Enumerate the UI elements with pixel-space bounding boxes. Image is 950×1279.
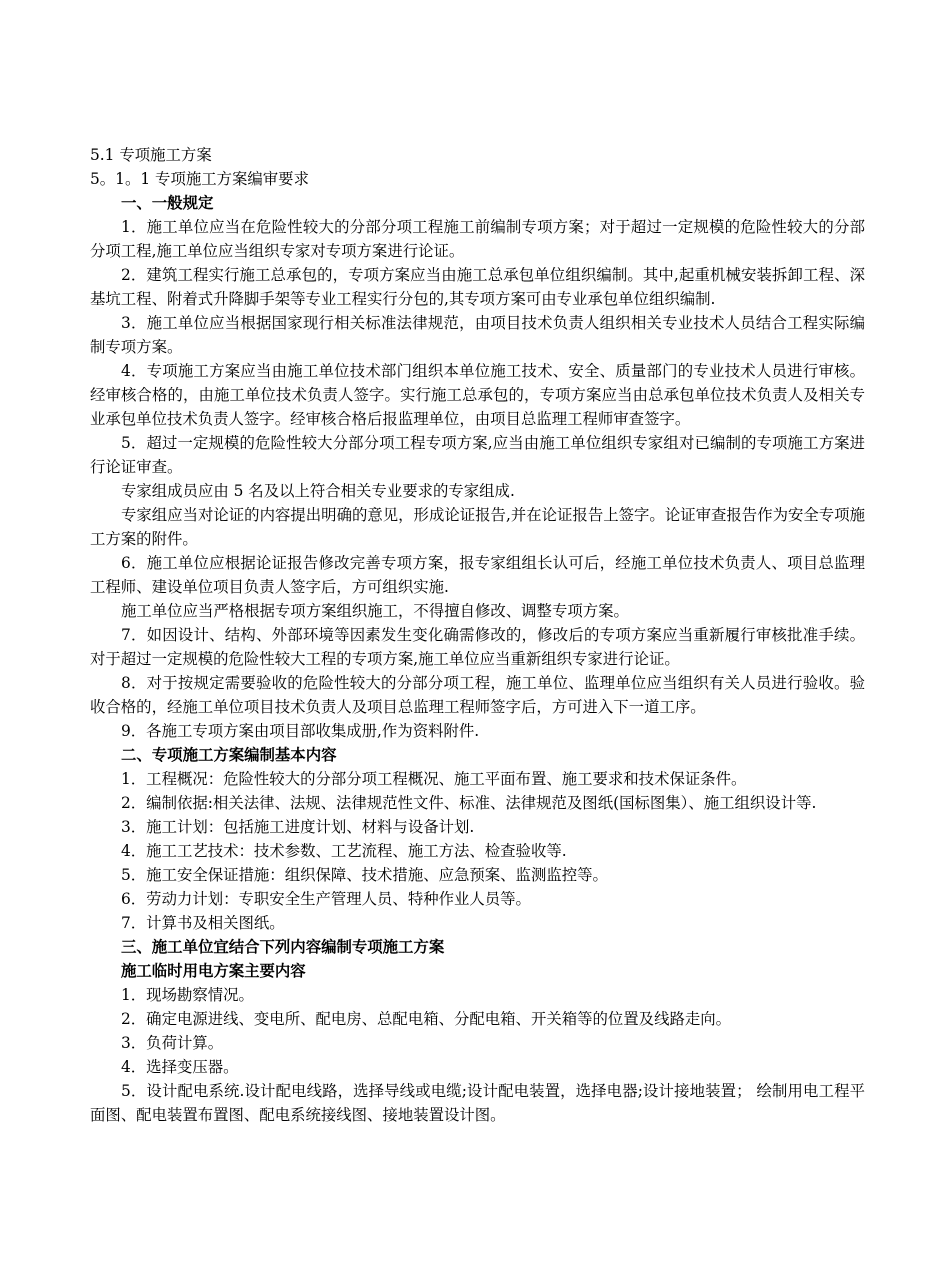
basic-content-5: 5．施工安全保证措施：组织保障、技术措施、应急预案、监测监控等。 bbox=[121, 866, 608, 884]
general-rule-5: 5．超过一定规模的危险性较大分部分项工程专项方案,应当由施工单位组织专家组对已编制的专项施工方案进行论证审查。 bbox=[90, 434, 865, 476]
general-rule-6-note: 施工单位应当严格根据专项方案组织施工，不得擅自修改、调整专项方案。 bbox=[121, 602, 629, 620]
temp-power-4: 4．选择变压器。 bbox=[121, 1058, 239, 1076]
general-rule-5-report: 专家组应当对论证的内容提出明确的意见，形成论证报告,并在论证报告上签字。论证审查报告作为安全专项施工方案的附件。 bbox=[90, 506, 865, 548]
general-rule-3: 3．施工单位应当根据国家现行相关标准法律规范，由项目技术负责人组织相关专业技术人员结合工程实际编制专项方案。 bbox=[90, 314, 865, 356]
basic-content-3: 3．施工计划：包括施工进度计划、材料与设备计划. bbox=[121, 818, 475, 836]
basic-content-4: 4．施工工艺技术：技术参数、工艺流程、施工方法、检查验收等. bbox=[121, 842, 567, 860]
subheading-temp-power: 施工临时用电方案主要内容 bbox=[121, 962, 306, 980]
basic-content-2: 2．编制依据:相关法律、法规、法律规范性文件、标准、法律规范及图纸(国标图集）、施工组织设计等. bbox=[121, 794, 817, 812]
basic-content-6: 6．劳动力计划：专职安全生产管理人员、特种作业人员等。 bbox=[121, 890, 531, 908]
basic-content-7: 7．计算书及相关图纸。 bbox=[121, 914, 285, 932]
general-rule-7: 7．如因设计、结构、外部环境等因素发生变化确需修改的，修改后的专项方案应当重新履行审核批准手续。对于超过一定规模的危险性较大工程的专项方案,施工单位应当重新组织专家进行论证。 bbox=[90, 626, 865, 668]
general-rule-5-members: 专家组成员应由 5 名及以上符合相关专业要求的专家组成. bbox=[121, 482, 515, 500]
general-rule-6: 6．施工单位应根据论证报告修改完善专项方案，报专家组组长认可后，经施工单位技术负责人、项目总监理工程师、建设单位项目负责人签字后，方可组织实施. bbox=[90, 554, 865, 596]
general-rule-2: 2．建筑工程实行施工总承包的，专项方案应当由施工总承包单位组织编制。其中,起重机械安装拆卸工程、深基坑工程、附着式升降脚手架等专业工程实行分包的,其专项方案可由专业承包单位组织编制. bbox=[90, 266, 865, 308]
subsection-title: 5。1。1 专项施工方案编审要求 bbox=[90, 170, 309, 188]
general-rule-4: 4．专项施工方案应当由施工单位技术部门组织本单位施工技术、安全、质量部门的专业技术人员进行审核。经审核合格的，由施工单位技术负责人签字。实行施工总承包的，专项方案应当由总承包单位技术负责人及相关专业承包单位技术负责人签字。经审核合格后报监理单位，由项目总监理工程师审查签字。 bbox=[90, 362, 865, 428]
temp-power-3: 3．负荷计算。 bbox=[121, 1034, 224, 1052]
document-page bbox=[90, 143, 865, 1127]
general-rule-9: 9．各施工专项方案由项目部收集成册,作为资料附件. bbox=[121, 722, 480, 740]
heading-general-rules: 一、一般规定 bbox=[121, 194, 214, 212]
general-rule-8: 8．对于按规定需要验收的危险性较大的分部分项工程，施工单位、监理单位应当组织有关人员进行验收。验收合格的，经施工单位项目技术负责人及项目总监理工程师签字后，方可进入下一道工序。 bbox=[90, 674, 865, 716]
heading-basic-content: 二、专项施工方案编制基本内容 bbox=[121, 746, 337, 764]
heading-combined-content: 三、施工单位宜结合下列内容编制专项施工方案 bbox=[121, 938, 445, 956]
temp-power-2: 2．确定电源进线、变电所、配电房、总配电箱、分配电箱、开关箱等的位置及线路走向。 bbox=[121, 1010, 732, 1028]
temp-power-5: 5．设计配电系统.设计配电线路，选择导线或电缆;设计配电装置，选择电器;设计接地装置； 绘制用电工程平面图、配电装置布置图、配电系统接线图、接地装置设计图。 bbox=[90, 1082, 865, 1124]
temp-power-1: 1．现场勘察情况。 bbox=[121, 986, 254, 1004]
basic-content-1: 1．工程概况：危险性较大的分部分项工程概况、施工平面布置、施工要求和技术保证条件。 bbox=[121, 770, 747, 788]
general-rule-1: 1．施工单位应当在危险性较大的分部分项工程施工前编制专项方案；对于超过一定规模的危险性较大的分部分项工程,施工单位应当组织专家对专项方案进行论证。 bbox=[90, 218, 865, 260]
section-title: 5.1 专项施工方案 bbox=[90, 146, 212, 164]
